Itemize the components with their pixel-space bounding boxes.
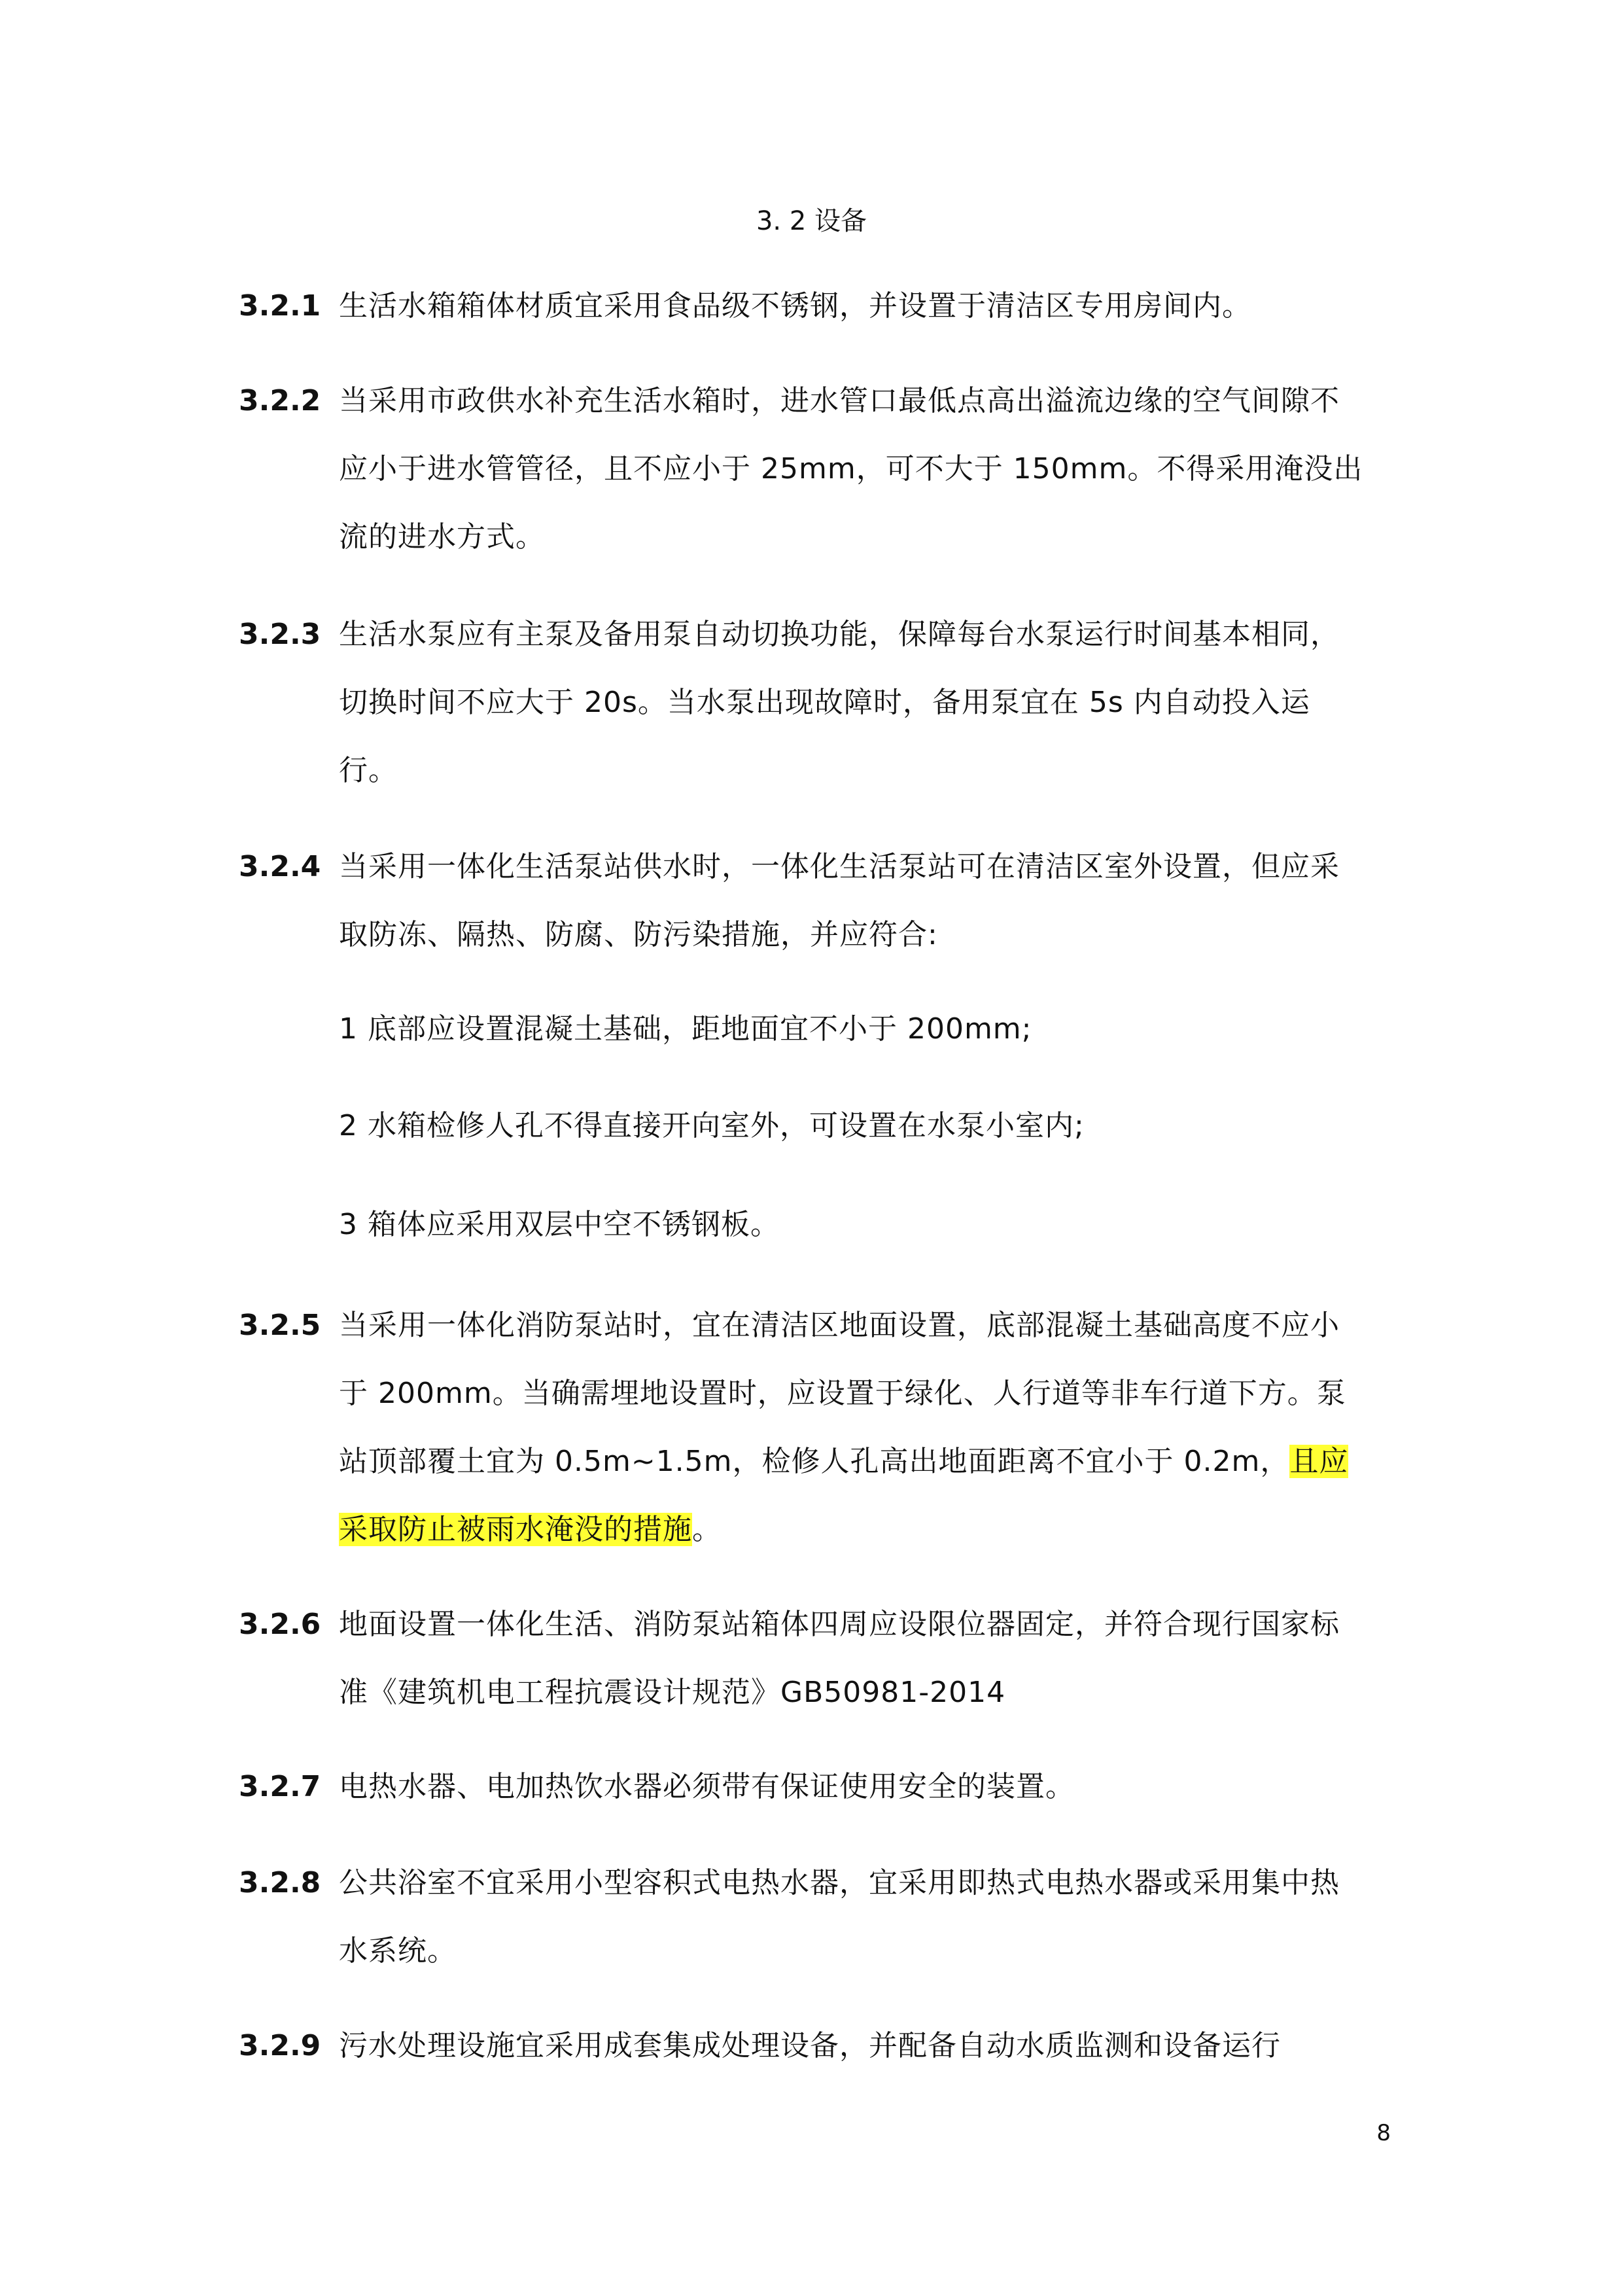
clause-number: 3.2.3 xyxy=(239,618,321,651)
clause-text: 生活水泵应有主泵及备用泵自动切换功能，保障每台水泵运行时间基本相同，切换时间不应大于 20s。当水泵出现故障时，备用泵宜在 5s 内自动投入运行。 xyxy=(339,618,1340,787)
clause-text: 公共浴室不宜采用小型容积式电热水器，宜采用即热式电热水器或采用集中热水系统。 xyxy=(339,1866,1340,1968)
clause-number: 3.2.2 xyxy=(239,384,321,417)
clause-number: 3.2.4 xyxy=(239,850,321,883)
clause-number: 3.2.8 xyxy=(239,1866,321,1899)
section-title: 3. 2 设备 xyxy=(756,206,867,236)
clause-text: 地面设置一体化生活、消防泵站箱体四周应设限位器固定，并符合现行国家标准《建筑机电工程抗震设计规范》GB50981-2014 xyxy=(339,1608,1340,1709)
highlighted-text: 且应采取防止被雨水淹没的措施 xyxy=(339,1445,1349,1546)
sub-item-3: 3 箱体应采用双层中空不锈钢板。 xyxy=(339,1208,780,1241)
clause-number: 3.2.6 xyxy=(239,1608,321,1641)
clause-text: 当采用一体化生活泵站供水时，一体化生活泵站可在清洁区室外设置，但应采取防冻、隔热、防腐、防污染措施，并应符合: xyxy=(339,850,1340,951)
sub-item-2: 2 水箱检修人孔不得直接开向室外，可设置在水泵小室内; xyxy=(339,1109,1085,1142)
page-number: 8 xyxy=(1376,2120,1391,2146)
clause-text: 污水处理设施宜采用成套集成处理设备，并配备自动水质监测和设备运行 xyxy=(339,2029,1281,2062)
clause-text: 生活水箱箱体材质宜采用食品级不锈钢，并设置于清洁区专用房间内。 xyxy=(339,289,1251,323)
clause-text-tail: 。 xyxy=(692,1513,722,1546)
clause-number: 3.2.9 xyxy=(239,2029,321,2062)
clause-text: 电热水器、电加热饮水器必须带有保证使用安全的装置。 xyxy=(339,1770,1075,1803)
clause-number: 3.2.1 xyxy=(239,289,321,323)
clause-text-main: 当采用一体化消防泵站时，宜在清洁区地面设置，底部混凝土基础高度不应小于 200mm。当确需埋地设置时，应设置于绿化、人行道等非车行道下方。泵站顶部覆土宜为 0.5m~1.5m，检修人孔高出地面距离不宜小于 0.2m， xyxy=(339,1309,1346,1478)
clause-text xyxy=(339,1292,1366,1564)
sub-item-1: 1 底部应设置混凝土基础，距地面宜不小于 200mm; xyxy=(339,1012,1032,1046)
clause-text: 当采用市政供水补充生活水箱时，进水管口最低点高出溢流边缘的空气间隙不应小于进水管管径，且不应小于 25mm，可不大于 150mm。不得采用淹没出流的进水方式。 xyxy=(339,384,1363,554)
clause-number: 3.2.7 xyxy=(239,1770,321,1803)
clause-number: 3.2.5 xyxy=(239,1309,321,1342)
